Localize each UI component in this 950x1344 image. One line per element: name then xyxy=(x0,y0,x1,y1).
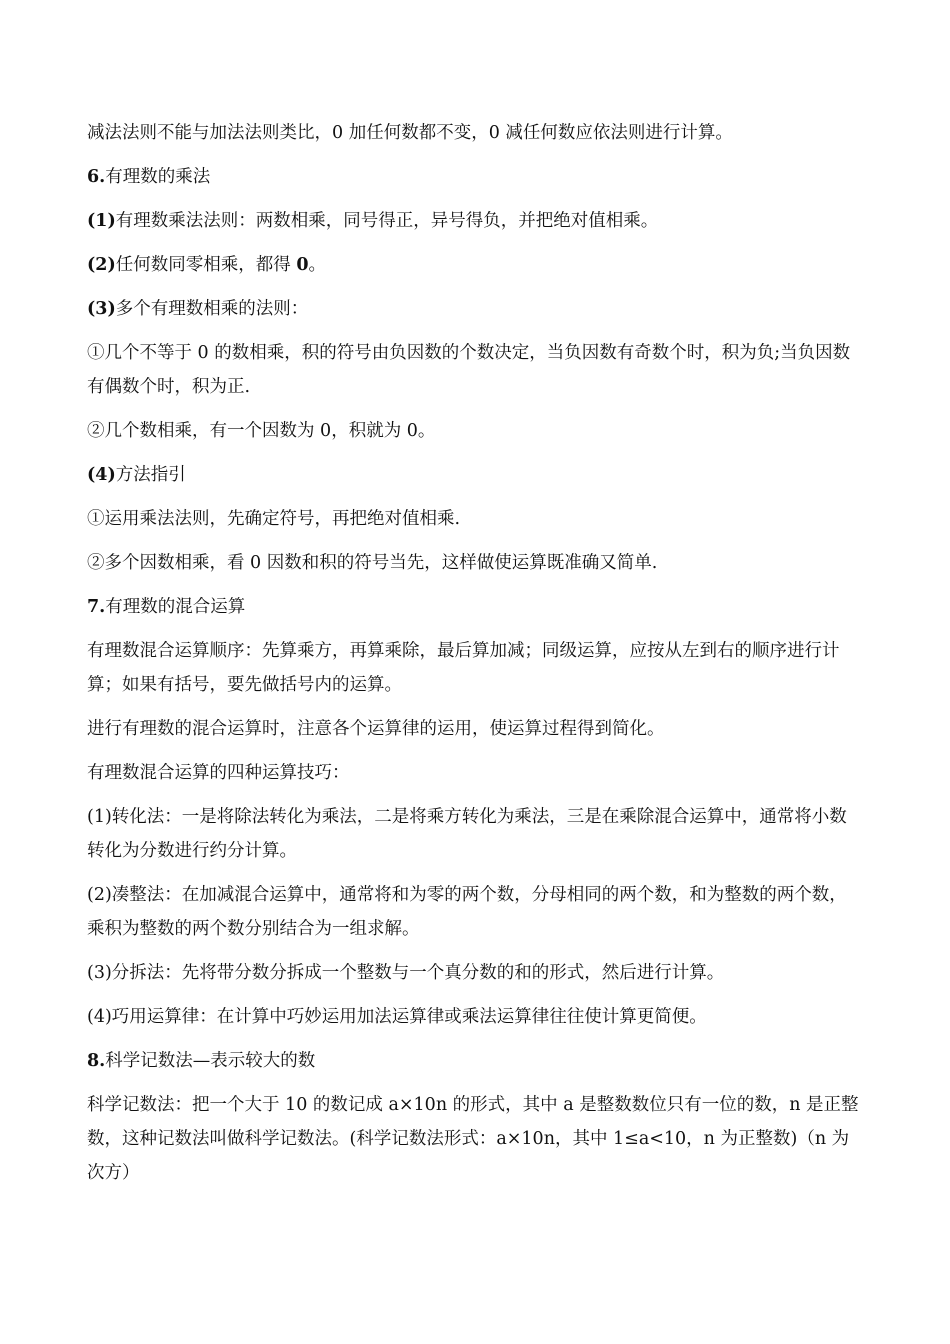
item-text: 任何数同零相乘，都得 xyxy=(115,255,297,275)
item-number: (2) xyxy=(87,255,116,275)
technique-2: (2)凑整法：在加减混合运算中，通常将和为零的两个数，分母相同的两个数，和为整数的两个数，乘积为整数的两个数分别结合为一组求解。 xyxy=(87,885,847,939)
item-number: (4) xyxy=(87,465,116,485)
rule-item-3b: ②几个数相乘，有一个因数为 0，积就为 0。 xyxy=(87,421,436,441)
item-number: (1) xyxy=(87,211,116,231)
rule-item-4a: ①运用乘法法则，先确定符号，再把绝对值相乘. xyxy=(87,509,461,529)
document-page xyxy=(87,116,863,1200)
paragraph-subtraction-note: 减法法则不能与加法法则类比，0 加任何数都不变，0 减任何数应依法则进行计算。 xyxy=(87,123,733,143)
technique-4: (4)巧用运算律：在计算中巧妙运用加法运算律或乘法运算律往往使计算更简便。 xyxy=(87,1007,707,1027)
section-title: 科学记数法—表示较大的数 xyxy=(105,1051,316,1071)
item-text: 方法指引 xyxy=(115,465,186,485)
item-end: 。 xyxy=(308,255,326,275)
section-title: 有理数的乘法 xyxy=(105,167,211,187)
rule-item-1 xyxy=(87,204,863,238)
rule-item-4b: ②多个因数相乘，看 0 因数和积的符号当先，这样做使运算既准确又简单. xyxy=(87,553,658,573)
section-number: 7. xyxy=(87,597,106,617)
technique-3: (3)分拆法：先将带分数分拆成一个整数与一个真分数的和的形式，然后进行计算。 xyxy=(87,963,725,983)
paragraph-order: 有理数混合运算顺序：先算乘方，再算乘除，最后算加减；同级运算，应按从左到右的顺序进行计算；如果有括号，要先做括号内的运算。 xyxy=(87,641,840,695)
section-title: 有理数的混合运算 xyxy=(105,597,246,617)
bold-zero: 0 xyxy=(296,255,309,275)
rule-item-2 xyxy=(87,248,863,282)
section-number: 6. xyxy=(87,167,106,187)
paragraph-scientific-notation: 科学记数法：把一个大于 10 的数记成 a×10n 的形式，其中 a 是整数数位只有一位的数，n 是正整数，这种记数法叫做科学记数法。(科学记数法形式：a×10n，其中 1≤a<10，n 为正整数)（n 为次方） xyxy=(87,1095,859,1183)
rule-item-3 xyxy=(87,292,863,326)
item-number: (3) xyxy=(87,299,116,319)
technique-1: (1)转化法：一是将除法转化为乘法，二是将乘方转化为乘法，三是在乘除混合运算中，通常将小数转化为分数进行约分计算。 xyxy=(87,807,847,861)
paragraph-techniques: 有理数混合运算的四种运算技巧： xyxy=(87,763,350,783)
item-text: 多个有理数相乘的法则： xyxy=(115,299,309,319)
section-heading-8 xyxy=(87,1044,863,1078)
section-heading-6 xyxy=(87,160,863,194)
rule-item-3a: ①几个不等于 0 的数相乘，积的符号由负因数的个数决定，当负因数有奇数个时，积为负;当负因数有偶数个时，积为正. xyxy=(87,343,851,397)
rule-item-4 xyxy=(87,458,863,492)
section-number: 8. xyxy=(87,1051,106,1071)
paragraph-simplify: 进行有理数的混合运算时，注意各个运算律的运用，使运算过程得到简化。 xyxy=(87,719,665,739)
item-text: 有理数乘法法则：两数相乘，同号得正，异号得负，并把绝对值相乘。 xyxy=(115,211,659,231)
section-heading-7 xyxy=(87,590,863,624)
